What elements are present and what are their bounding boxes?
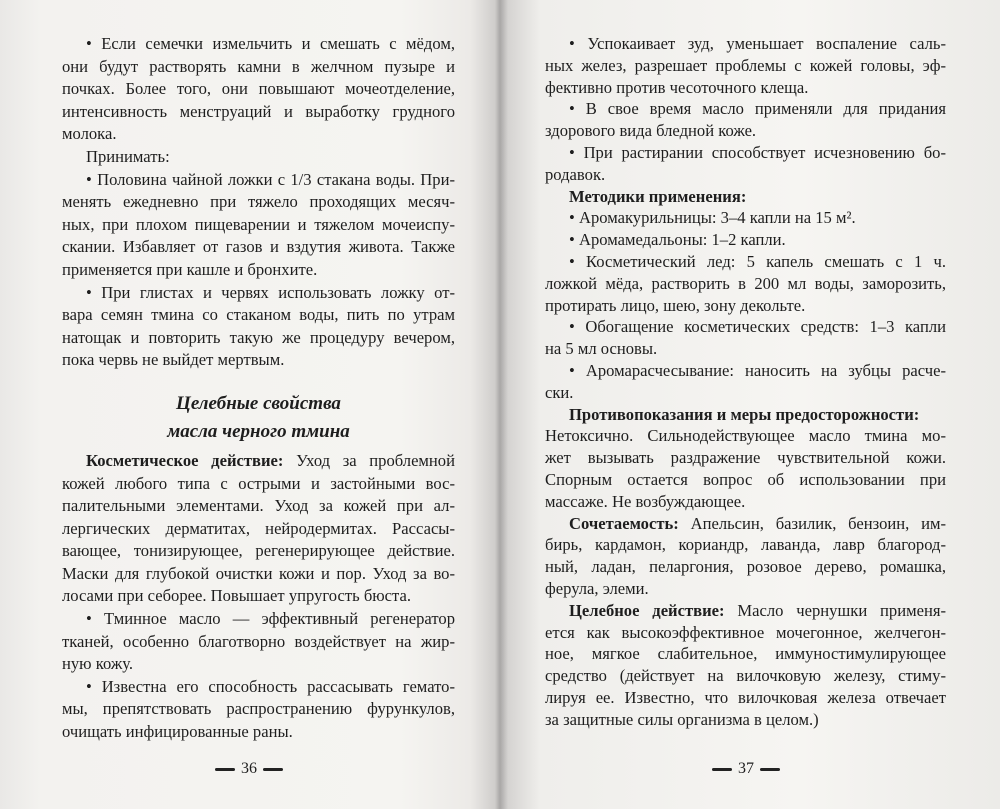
text-line (545, 77, 946, 99)
line-text: лируя ее. Известно, что вилочковая железа отвечает (545, 687, 946, 707)
section-title: масла черного тмина (167, 420, 350, 442)
ornament-dash (760, 768, 780, 771)
line-text: лосами при себорее. Повышает упругость бюста. (62, 586, 411, 606)
line-text: бирь, кардамон, кориандр, лаванда, лавр благород- (545, 535, 946, 555)
text-line (545, 273, 946, 295)
line-text: очищать инфицированные раны. (62, 722, 293, 742)
line-text: ски. (545, 382, 574, 402)
text-line (545, 142, 946, 164)
line-text: родавок. (545, 164, 606, 184)
text-line (62, 169, 455, 192)
line-text: Спорным остается вопрос об использовании при (545, 469, 946, 489)
section-title: Целебные свойства (176, 392, 341, 414)
text-line (62, 631, 455, 654)
ornament-dash (263, 768, 283, 771)
text-line (62, 653, 455, 676)
line-text: ный, ладан, пеларгония, розовое дерево, ромашка, (545, 557, 946, 577)
text-line (545, 229, 946, 251)
text-line (545, 33, 946, 55)
text-line (62, 191, 455, 214)
line-text: жет вызывать раздражение чувствительной кожи. (545, 448, 946, 468)
text-line (545, 295, 946, 317)
line-text: палительными элементами. Уход за кожей при ал- (62, 496, 455, 516)
page-number-left (215, 760, 283, 778)
text-line (545, 491, 946, 513)
text-line (62, 450, 455, 473)
line-text: вающее, тонизирующее, регенерирующее действие. (62, 541, 455, 561)
line-text: протирать лицо, шею, зону декольте. (545, 295, 806, 315)
line-text: фективно против чесоточного клеща. (545, 77, 809, 97)
bold-heading: Методики применения: (569, 186, 747, 206)
text-line (545, 665, 946, 687)
text-line (545, 687, 946, 709)
line-text: лергических дерматитах, нейродермитах. Рассасы- (62, 518, 455, 538)
text-line (62, 282, 455, 305)
bold-heading: Косметическое действие: (86, 450, 284, 470)
text-line (62, 56, 455, 79)
line-text: Уход за проблемной (283, 450, 455, 470)
line-text: массаже. Не возбуждающее. (545, 491, 746, 511)
text-line (545, 709, 946, 731)
ornament-dash (215, 768, 235, 771)
line-text: мы, препятствовать распространению фурункулов, (62, 699, 455, 719)
line-text: вара семян тмина со стаканом воды, пить по утрам (62, 305, 455, 325)
text-line (545, 643, 946, 665)
page-right (545, 33, 946, 731)
text-line (545, 578, 946, 600)
bold-heading: Сочетаемость: (569, 513, 679, 533)
line-text: • При глистах и червях использовать ложку от- (86, 282, 455, 302)
text-line (545, 338, 946, 360)
text-line (62, 585, 455, 608)
text-line (545, 469, 946, 491)
text-line (545, 425, 946, 447)
text-line (545, 207, 946, 229)
text-line (545, 164, 946, 186)
line-text: интенсивность менструаций и выработку грудного (62, 101, 455, 121)
page-number-text: 37 (738, 760, 754, 777)
line-text: кожей любого типа с острыми и застойными вос- (62, 473, 455, 493)
text-line (62, 608, 455, 631)
text-line (545, 534, 946, 556)
text-line (62, 146, 455, 169)
text-line (62, 540, 455, 563)
ornament-dash (712, 768, 732, 771)
text-line (545, 251, 946, 273)
page-left (62, 33, 455, 744)
line-text: Маски для глубокой очистки кожи и пор. Уход за во- (62, 563, 455, 583)
line-text: • Аромарасчесывание: наносить на зубцы расче- (569, 360, 946, 380)
line-text: здорового вида бледной коже. (545, 121, 757, 141)
line-text: • Успокаивает зуд, уменьшает воспаление саль- (569, 34, 946, 53)
line-text: • Известна его способность рассасывать гемато- (86, 676, 455, 696)
line-text: менять ежедневно при тяжело проходящих месяч- (62, 192, 455, 212)
line-text: Апельсин, базилик, бензоин, им- (678, 513, 946, 533)
line-text: Нетоксично. Сильнодействующее масло тмина мо- (545, 426, 946, 446)
line-text: • Косметический лед: 5 капель смешать с 1 ч. (569, 251, 946, 271)
text-line (62, 721, 455, 744)
text-line (62, 33, 455, 56)
line-text: ложкой мёда, растворить в 200 мл воды, заморозить, (545, 273, 946, 293)
text-line (62, 304, 455, 327)
line-text: они будут растворять камни в желчном пузыре и (62, 56, 455, 76)
text-line (62, 78, 455, 101)
text-line (545, 622, 946, 644)
page-number-text: 36 (241, 760, 257, 777)
text-line (545, 316, 946, 338)
text-line (62, 214, 455, 237)
line-text: пока червь не выйдет мертвым. (62, 350, 285, 370)
line-text: • Аромакурильницы: 3–4 капли на 15 м². (569, 208, 856, 228)
text-line (62, 101, 455, 124)
line-text: • Обогащение косметических средств: 1–3 капли (569, 317, 946, 337)
line-text: ется как высокоэффективное мочегонное, желчегон- (545, 622, 946, 642)
text-line (62, 563, 455, 586)
line-text: • Если семечки измельчить и смешать с мёдом, (86, 34, 455, 53)
line-text: за защитные силы организма в целом.) (545, 709, 819, 729)
line-text: Масло чернушки применя- (724, 600, 946, 620)
line-text: ных желез, разрешает проблемы с кожей головы, эф- (545, 55, 946, 75)
text-line (545, 55, 946, 77)
line-text: ную кожу. (62, 654, 134, 674)
line-text: ферула, элеми. (545, 578, 649, 598)
line-text: • В свое время масло применяли для придания (569, 99, 946, 119)
line-text: • При растирании способствует исчезновению бо- (569, 142, 946, 162)
text-line (62, 349, 455, 372)
text-line (62, 473, 455, 496)
text-line (62, 676, 455, 699)
line-text: ных, при плохом пищеварении и тяжелом мочеиспу- (62, 214, 455, 234)
line-text: применяется при кашле и бронхите. (62, 259, 318, 279)
line-text: средство (действует на вилочковую железу, стиму- (545, 666, 946, 686)
line-text: тканей, особенно благотворно воздействует на жир- (62, 631, 455, 651)
line-text: почках. Более того, они повышают мочеотделение, (62, 79, 455, 99)
line-text: молока. (62, 124, 117, 144)
line-text: Принимать: (86, 146, 170, 166)
bold-heading: Целебное действие: (569, 600, 725, 620)
text-line (62, 236, 455, 259)
line-text: • Тминное масло — эффективный регенератор (86, 609, 455, 629)
text-line (545, 600, 946, 622)
text-line (545, 513, 946, 535)
text-line (545, 556, 946, 578)
text-line (545, 98, 946, 120)
line-text: скании. Избавляет от газов и вздутия живота. Также (62, 237, 455, 257)
text-line (62, 327, 455, 350)
text-line (62, 518, 455, 541)
text-line (545, 447, 946, 469)
line-text: • Аромамедальоны: 1–2 капли. (569, 230, 786, 250)
page-number-right (712, 760, 780, 778)
line-text: натощак и повторить такую же процедуру вечером, (62, 327, 455, 347)
bold-heading: Противопоказания и меры предосторожности: (569, 404, 920, 424)
text-line (545, 404, 946, 426)
text-line (62, 495, 455, 518)
text-line (62, 698, 455, 721)
text-line (545, 360, 946, 382)
line-text: на 5 мл основы. (545, 339, 658, 359)
text-line (545, 120, 946, 142)
line-text: ное, мягкое слабительное, иммуностимулирующее (545, 644, 946, 664)
text-line (545, 186, 946, 208)
text-line (545, 382, 946, 404)
text-line (62, 259, 455, 282)
text-line (62, 123, 455, 146)
line-text: • Половина чайной ложки с 1/3 стакана воды. При- (86, 169, 455, 189)
